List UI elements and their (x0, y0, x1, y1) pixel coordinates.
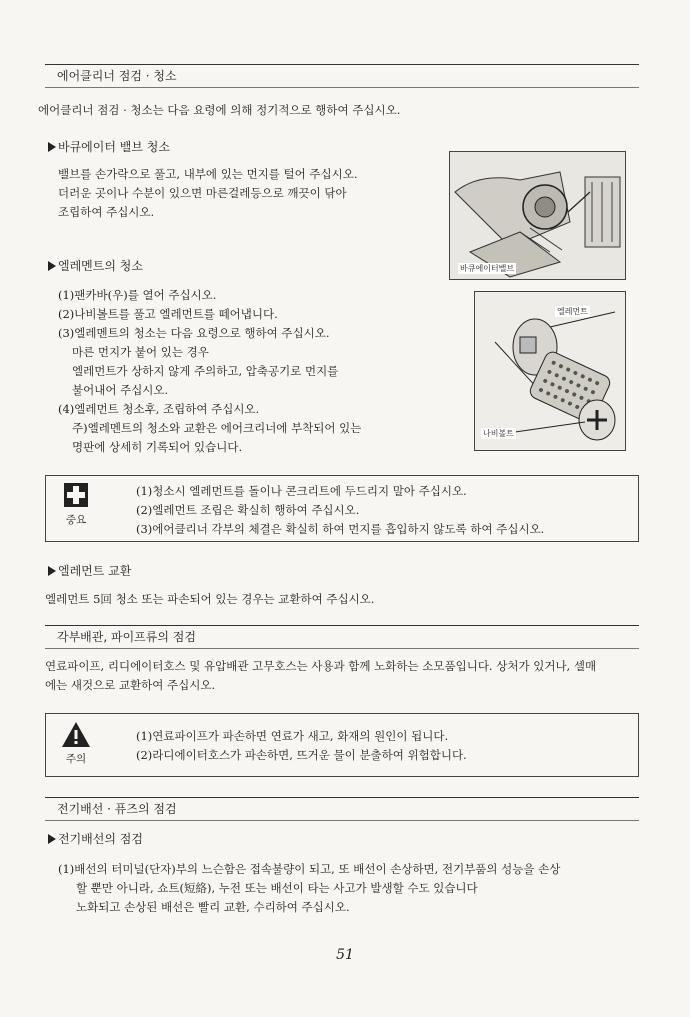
important-notice-box (45, 475, 639, 542)
important-lines (136, 482, 544, 539)
subheading-element-cleaning: 엘레멘트의 청소 (48, 257, 143, 274)
figure-vacuator-valve (449, 151, 626, 280)
element-instructions (58, 286, 361, 457)
warning-triangle-icon (61, 721, 91, 748)
subheading-vacuator-valve: 바큐에이터 밸브 청소 (48, 138, 170, 155)
section-header-wiring (45, 797, 639, 821)
caution-notice-box (45, 713, 639, 777)
wiring-line: 할 뿐만 아니라, 쇼트(短絡), 누전 또는 배선이 타는 사고가 발생할 수도 있습니다 (76, 881, 478, 895)
piping-line: 연료파이프, 리디에이터호스 및 유압배관 고무호스는 사용과 함께 노화하는 소모품입니다. 상처가 있거나, 셀매 (45, 659, 597, 673)
triangle-bullet-icon (48, 261, 56, 271)
wiring-line: (1)배선의 터미널(단자)부의 느슨함은 접속불량이 되고, 또 배선이 손상하면, 전기부품의 성능을 손상 (58, 862, 561, 876)
figure-label-vacuator: 바큐에이터밸브 (460, 264, 515, 273)
figure-element (474, 291, 626, 451)
subheading-wiring-check: 전기배선의 점검 (48, 830, 143, 847)
important-line: (2)엘레먼트 조립은 확실히 행하여 주십시오. (136, 503, 360, 517)
page-number: 51 (336, 947, 354, 963)
element-step: (1)팬카바(우)를 열어 주십시오. (58, 288, 217, 302)
element-note: 주)엘레멘트의 청소와 교환은 에어크리너에 부착되어 있는 (72, 421, 362, 435)
figure-label-wing-bolt: 나비볼트 (483, 429, 514, 438)
intro-text: 에어클리너 점검 · 청소는 다음 요령에 의해 정기적으로 행하여 주십시오. (38, 103, 401, 117)
element-step: (2)나비볼트를 풀고 엘레먼트를 떼어냅니다. (58, 307, 278, 321)
important-line: (3)에어클리너 각부의 체결은 확실히 하여 먼지를 흡입하지 않도록 하여 주십시오. (136, 522, 545, 536)
figure-label-element: 엘레먼트 (557, 307, 588, 316)
wiring-text (58, 860, 560, 917)
valve-instructions (58, 165, 358, 222)
element-step: (3)엘레멘트의 청소는 다음 요령으로 행하여 주십시오. (58, 326, 330, 340)
caution-lines (136, 727, 467, 765)
element-step: (4)엘레먼트 청소후, 조립하여 주십시오. (58, 402, 260, 416)
element-step: 엘레먼트가 상하지 않게 주의하고, 압축공기로 먼지를 (72, 364, 339, 378)
important-line: (1)청소시 엘레먼트를 돌이나 콘크리트에 두드리지 말아 주십시오. (136, 484, 467, 498)
triangle-bullet-icon (48, 834, 56, 844)
section-title: 각부배관, 파이프류의 점검 (57, 630, 196, 644)
triangle-bullet-icon (48, 566, 56, 576)
triangle-bullet-icon (48, 142, 56, 152)
section-header-piping (45, 625, 639, 649)
replacement-text: 엘레먼트 5回 청소 또는 파손되어 있는 경우는 교환하여 주십시오. (45, 592, 375, 606)
element-step: 마른 먼지가 붙어 있는 경우 (72, 345, 209, 359)
caution-label: 주의 (65, 753, 87, 765)
section-header-air-cleaner (45, 64, 639, 88)
valve-line: 조립하여 주십시오. (58, 205, 155, 219)
important-icon-column (54, 482, 98, 527)
section-title: 에어클리너 점검 · 청소 (57, 69, 177, 83)
engine-illustration (450, 152, 626, 280)
caution-line: (1)연료파이프가 파손하면 연료가 새고, 화재의 원인이 됩니다. (136, 729, 449, 743)
section-title: 전기배선 · 퓨즈의 점검 (57, 802, 177, 816)
piping-text (45, 657, 596, 695)
caution-line: (2)라디에이터호스가 파손하면, 뜨거운 물이 분출하여 위험합니다. (136, 748, 467, 762)
subheading-element-replacement: 엘레먼트 교환 (48, 562, 131, 579)
wiring-line: 노화되고 손상된 배선은 빨리 교환, 수리하여 주십시오. (76, 900, 350, 914)
element-step: 불어내어 주십시오. (72, 383, 169, 397)
piping-line: 에는 새것으로 교환하여 주십시오. (45, 678, 216, 692)
caution-icon-column (54, 721, 98, 766)
element-note: 명판에 상세히 기록되어 있습니다. (72, 440, 243, 454)
valve-line: 더러운 곳이나 수분이 있으면 마른걸레등으로 깨끗이 닦아 (58, 186, 347, 200)
important-cross-icon (63, 482, 89, 508)
valve-line: 밸브를 손가락으로 풀고, 내부에 있는 먼지를 털어 주십시오. (58, 167, 358, 181)
important-label: 중요 (65, 514, 87, 526)
